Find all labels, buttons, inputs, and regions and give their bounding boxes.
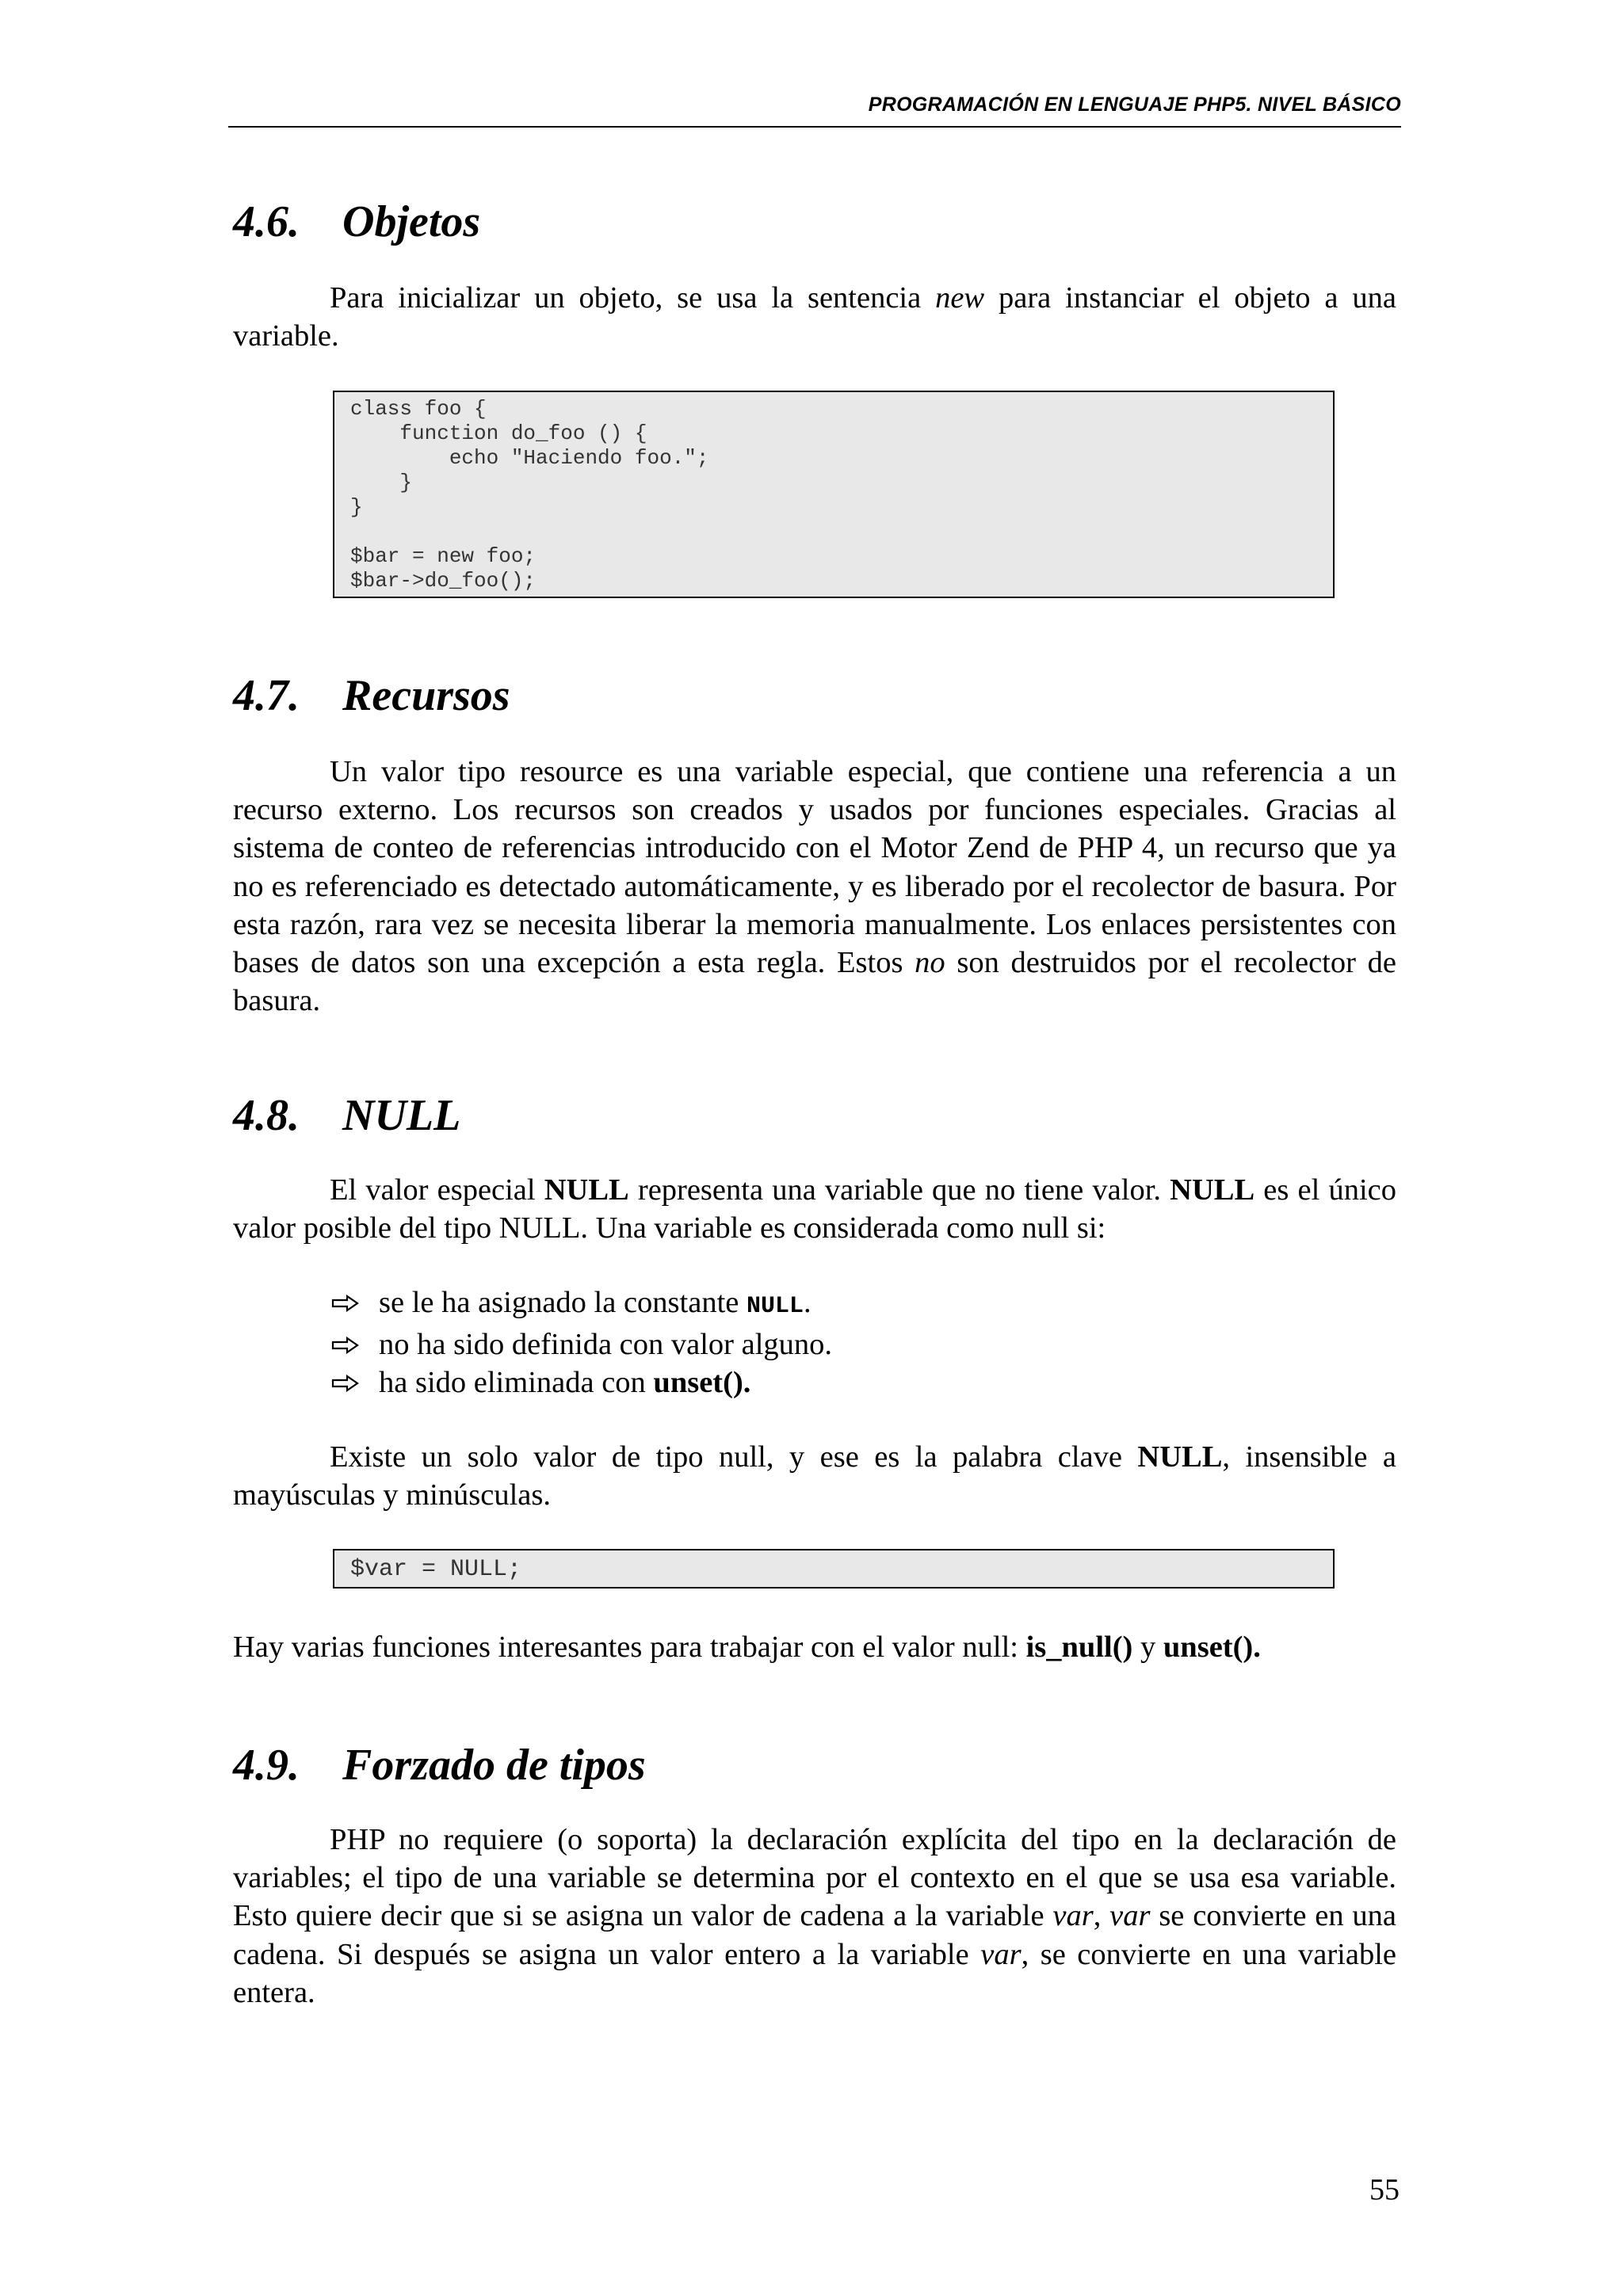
section-heading-recursos xyxy=(233,673,510,718)
text-run: , se convierte en una variable entera. xyxy=(233,1937,1396,2009)
text-run: es el único valor posible del tipo NULL. Una variable es considerada como null si: xyxy=(233,1173,1396,1245)
section-heading-forzado xyxy=(233,1741,646,1790)
bold-term: unset(). xyxy=(653,1366,751,1399)
section-number: 4.6. xyxy=(233,197,300,246)
section-number: 4.7. xyxy=(233,671,300,720)
italic-term: var xyxy=(1052,1899,1094,1933)
running-header: PROGRAMACIÓN EN LENGUAJE PHP5. NIVEL BÁSICO xyxy=(868,93,1401,116)
italic-term: var xyxy=(1109,1899,1151,1933)
paragraph-null-keyword xyxy=(233,1438,1396,1514)
list-item xyxy=(331,1325,832,1363)
header-rule xyxy=(228,126,1401,128)
text-run: El valor especial xyxy=(330,1173,544,1207)
text-run: se le ha asignado la constante xyxy=(379,1286,747,1319)
text-run: Un valor tipo resource es una variable especial, que contiene una referencia a un recurso externo. Los recursos son creados y usados por funciones especiales. Gracias al sistema de conteo de referencias introducido con el Motor Zend de PHP 4, un recurso que ya no es referenciado es detectado automáticamente, y es liberado por el recolector de basura. Por esta razón, rara vez se necesita liberar la memoria manualmente. Los enlaces persistentes con bases de datos son una excepción a esta regla. Estos xyxy=(233,755,1396,980)
bullet-list xyxy=(331,1283,832,1402)
section-heading-objetos xyxy=(233,197,481,246)
text-run: , insensible a mayúsculas y minúsculas. xyxy=(233,1440,1396,1512)
paragraph-recursos xyxy=(233,753,1396,1020)
text-run: y xyxy=(1132,1630,1163,1664)
italic-term: no xyxy=(915,946,945,980)
text-run: PHP no requiere (o soporta) la declaración explícita del tipo en la declaración de variables; el tipo de una variable se determina por el contexto en el que se usa esa variable. Esto quiere decir que si se asigna un valor de cadena a la variable xyxy=(233,1823,1396,1933)
text-run: . xyxy=(804,1286,812,1319)
text-run: son destruidos por el recolector de basura. xyxy=(233,946,1396,1018)
list-item xyxy=(331,1283,832,1325)
bold-term: NULL xyxy=(544,1173,629,1207)
italic-term: var xyxy=(980,1937,1022,1971)
hollow-right-arrow-icon xyxy=(331,1375,360,1392)
section-title: Forzado de tipos xyxy=(342,1741,646,1790)
hollow-right-arrow-icon xyxy=(331,1337,360,1354)
code-term: NULL xyxy=(746,1293,804,1320)
text-run: Existe un solo valor de tipo null, y ese es la palabra clave xyxy=(330,1440,1138,1474)
bold-term: NULL xyxy=(1137,1440,1223,1474)
section-title: Recursos xyxy=(342,671,510,720)
paragraph-null-intro xyxy=(233,1171,1396,1247)
bold-term: unset(). xyxy=(1163,1630,1261,1664)
section-title: Objetos xyxy=(342,197,481,246)
text-run: para instanciar el objeto a una variable. xyxy=(233,281,1396,353)
code-block-null: $var = NULL; xyxy=(333,1549,1335,1589)
section-number: 4.9. xyxy=(233,1741,300,1790)
paragraph-objetos xyxy=(233,279,1396,355)
page-number: 55 xyxy=(1369,2173,1400,2206)
text-run: ha sido eliminada con xyxy=(379,1366,654,1399)
section-title: NULL xyxy=(342,1091,461,1140)
italic-term: new xyxy=(935,281,985,315)
text-run: Hay varias funciones interesantes para trabajar con el valor null: xyxy=(233,1630,1026,1664)
text-run: se convierte en una cadena. Si después se asigna un valor entero a la variable xyxy=(233,1899,1396,1971)
paragraph-forzado xyxy=(233,1821,1396,2012)
text-run: , xyxy=(1093,1899,1110,1933)
list-item xyxy=(331,1363,832,1402)
section-number: 4.8. xyxy=(233,1091,300,1140)
text-run: Para inicializar un objeto, se usa la sentencia xyxy=(330,281,936,315)
hollow-right-arrow-icon xyxy=(331,1295,360,1312)
section-heading-null xyxy=(233,1093,460,1138)
bold-term: is_null() xyxy=(1025,1630,1133,1664)
code-block-objetos: class foo { function do_foo () { echo "Haciendo foo."; } } $bar = new foo; $bar->do_foo(); xyxy=(333,391,1335,598)
bold-term: NULL xyxy=(1170,1173,1255,1207)
paragraph-null-functions xyxy=(233,1628,1396,1666)
text-run: representa una variable que no tiene valor. xyxy=(628,1173,1170,1207)
text-run: no ha sido definida con valor alguno. xyxy=(379,1328,833,1361)
